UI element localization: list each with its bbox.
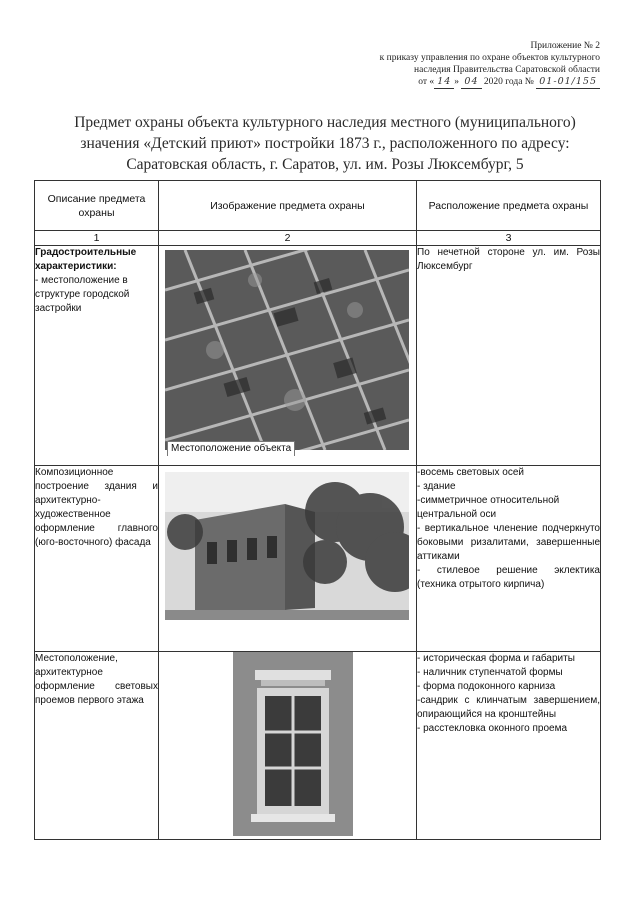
row3-description: Местоположение, архитектурное оформление световых проемов первого этажа <box>35 652 159 840</box>
column-number-2: 2 <box>159 231 417 246</box>
appendix-date-line <box>300 76 600 89</box>
date-month: 04 <box>461 76 481 89</box>
date-day: 14 <box>434 76 454 89</box>
date-prefix: от « <box>418 77 435 87</box>
row3-location-line: -сандрик с клинчатым завершением, опирающийся на кронштейны <box>417 695 600 720</box>
row2-location-line: -симметричное относительной центральной оси <box>417 495 560 520</box>
appendix-header <box>300 40 600 89</box>
row3-location-line: - форма подоконного карниза <box>417 681 556 692</box>
header-image: Изображение предмета охраны <box>159 181 417 231</box>
row3-image-cell <box>159 652 417 840</box>
row1-desc-bold: Градостроительные характеристики: <box>35 247 137 272</box>
column-number-3: 3 <box>417 231 601 246</box>
table-number-row <box>35 231 601 246</box>
appendix-line1: Приложение № 2 <box>530 41 600 51</box>
aerial-photo <box>165 250 409 450</box>
header-description: Описание предмета охраны <box>35 181 159 231</box>
protection-table <box>34 180 601 840</box>
column-number-1: 1 <box>35 231 159 246</box>
row2-description: Композиционное построение здания и архитектурно-художественное оформление главного (юго-восточного) фасада <box>35 466 159 652</box>
title-line3: Саратовская область, г. Саратов, ул. им. Розы Люксембург, 5 <box>126 156 524 173</box>
table-row <box>35 246 601 466</box>
row2-location-line: -восемь световых осей <box>417 467 524 478</box>
row3-location <box>417 652 601 840</box>
appendix-line2: к приказу управления по охране объектов культурного <box>379 53 600 63</box>
row2-image-cell <box>159 466 417 652</box>
date-year: 2020 года № <box>483 77 534 87</box>
row2-location <box>417 466 601 652</box>
row1-location <box>417 246 601 466</box>
row2-location-line: - здание <box>417 481 456 492</box>
row1-image-caption: Местоположение объекта <box>167 441 295 456</box>
row2-location-line: - вертикальное членение подчеркнуто боковыми ризалитами, завершенные аттиками <box>417 523 600 562</box>
date-mid: » <box>454 77 460 87</box>
window-photo <box>233 652 353 836</box>
row1-desc-rest: - местоположение в структуре городской застройки <box>35 275 130 314</box>
title-line2: значения «Детский приют» постройки 1873 г., расположенного по адресу: <box>80 135 570 152</box>
table-header-row <box>35 181 601 231</box>
row1-description <box>35 246 159 466</box>
header-location: Расположение предмета охраны <box>417 181 601 231</box>
row3-location-line: - историческая форма и габариты <box>417 653 575 664</box>
table-row <box>35 466 601 652</box>
row2-location-line: - стилевое решение эклектика (техника отрытого кирпича) <box>417 565 600 590</box>
title-line1: Предмет охраны объекта культурного наследия местного (муниципального) <box>74 114 576 131</box>
row1-location-line: По нечетной стороне ул. им. Розы Люксембург <box>417 247 600 272</box>
table-row <box>35 652 601 840</box>
appendix-line3: наследия Правительства Саратовской области <box>414 65 600 75</box>
facade-photo <box>165 472 409 620</box>
document-title <box>50 112 600 175</box>
row1-image-cell <box>159 246 417 466</box>
order-number: 01-01/155 <box>536 76 600 89</box>
row3-location-line: - расстекловка оконного проема <box>417 723 568 734</box>
row3-location-line: - наличник ступенчатой формы <box>417 667 563 678</box>
